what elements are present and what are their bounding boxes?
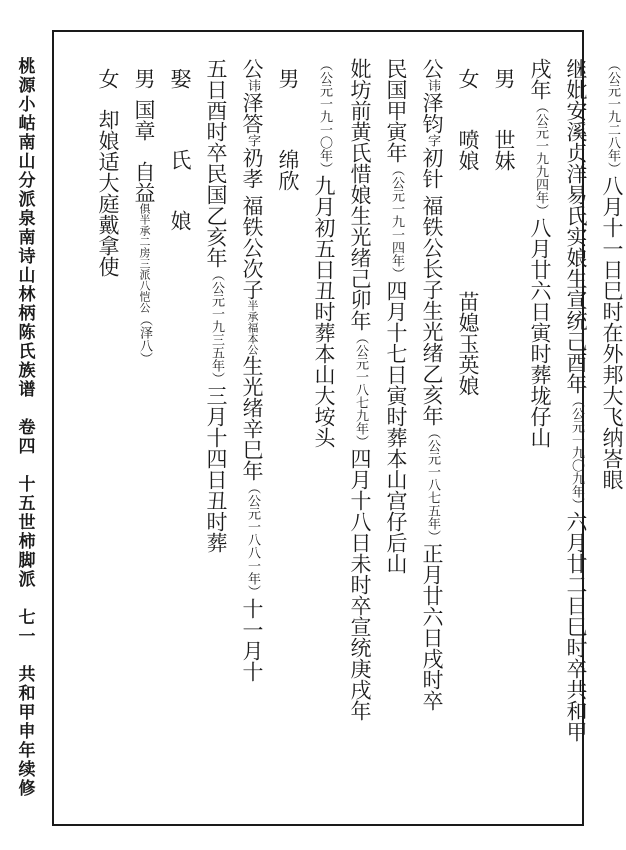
text-segment: 俱半承二房三派八恺公 [138,203,151,313]
text-segment: 国章 [132,99,156,141]
generation-label: 十五世 [18,475,36,533]
text-segment: 泽答 [240,92,264,134]
text-segment: 公 [420,58,444,79]
text-segment: 四月十七日寅时葬本山宫仔后山 [384,280,408,574]
text-segment: （公元一九二八年） [605,58,620,175]
volume-label: 卷四 [18,418,36,457]
branch-label: 柿脚派 [18,532,36,590]
text-segment: 氏 [168,149,192,170]
text-segment: 女 [96,68,120,89]
text-segment: 妣坊前黄氏惜娘生光绪己卯年 [348,58,372,331]
text-column [526,58,554,818]
text-column [382,58,410,818]
text-segment: 四月十八日未时卒宣统庚戌年 [348,448,372,721]
text-segment: 正月廿六日戌时卒 [420,543,444,711]
text-segment: 却娘适大庭戴拿使 [96,109,120,277]
text-segment: （公元一九〇九年） [569,394,584,511]
text-segment: （公元一八七五年） [425,426,440,543]
text-segment: 八月廿六日寅时葬垅仔山 [528,217,552,448]
text-segment: （公元一八七九年） [353,331,368,448]
genealogy-title: 桃源小岵南山分派泉南诗山林柄陈氏族谱 [18,57,36,400]
text-segment: （公元一八八一年） [245,481,260,598]
text-segment: 自益 [132,161,156,203]
text-segment: 男 [132,68,156,89]
text-segment: 苗媳玉英娘 [456,291,480,396]
text-column [94,58,122,818]
text-segment: 继妣安溪贞洋易氏实娘生宣统己酉年 [564,58,588,394]
text-column [454,58,482,818]
text-segment: 九月初五日丑时葬本山大垵头 [312,175,336,448]
text-segment: 男 [492,68,516,89]
text-segment: 八月十一日巳时在外邦大飞纳峇眼 [600,175,624,490]
text-column [130,58,158,818]
text-segment: 民国甲寅年 [384,58,408,163]
text-segment: 十一月十 [240,598,264,682]
text-column [310,58,338,818]
text-column [418,58,446,818]
text-column [598,58,626,818]
text-column [346,58,374,818]
text-segment: 喷娘 [456,129,480,171]
text-segment: （公元一九九四年） [533,100,548,217]
text-segment: 讳 [425,79,440,92]
text-segment: 泽钧 [420,92,444,134]
text-segment: 公 [240,58,264,79]
text-segment: 生光绪辛巳年 [240,355,264,481]
text-segment: 福铁公次子 [240,195,264,300]
text-segment: 戌年 [528,58,552,100]
text-segment: 半承福本公 [246,300,259,355]
text-segment: （泽八） [137,313,152,365]
page-number: 七一 [18,608,36,647]
edition-label: 共和甲申年续修 [18,665,36,799]
text-column [166,58,194,818]
text-segment: 绵欣 [276,149,300,191]
text-segment: 福铁公长子生光绪乙亥年 [420,195,444,426]
text-column [202,58,230,818]
text-segment: 男 [276,68,300,89]
side-header [14,58,40,799]
text-segment: （公元一九一四年） [389,163,404,280]
text-segment: 五日酉时卒民国乙亥年 [204,58,228,268]
text-segment: 礽孝 [240,147,264,189]
text-segment: 字 [425,134,440,147]
text-segment: 初针 [420,147,444,189]
text-segment: 字 [245,134,260,147]
text-column [490,58,518,818]
text-segment: 世妹 [492,129,516,171]
text-segment: 三月十四日丑时葬 [204,385,228,553]
text-column [238,58,266,818]
text-column [274,58,302,818]
text-segment: 六月廿二日巳时卒共和甲 [564,511,588,742]
text-segment: 女 [456,68,480,89]
text-segment: 娘 [168,210,192,231]
text-segment: 娶 [168,68,192,89]
text-segment: 讳 [245,79,260,92]
text-segment: （公元一九三五年） [209,268,224,385]
text-column [562,58,590,818]
text-segment: （公元一九一〇年） [317,58,332,175]
